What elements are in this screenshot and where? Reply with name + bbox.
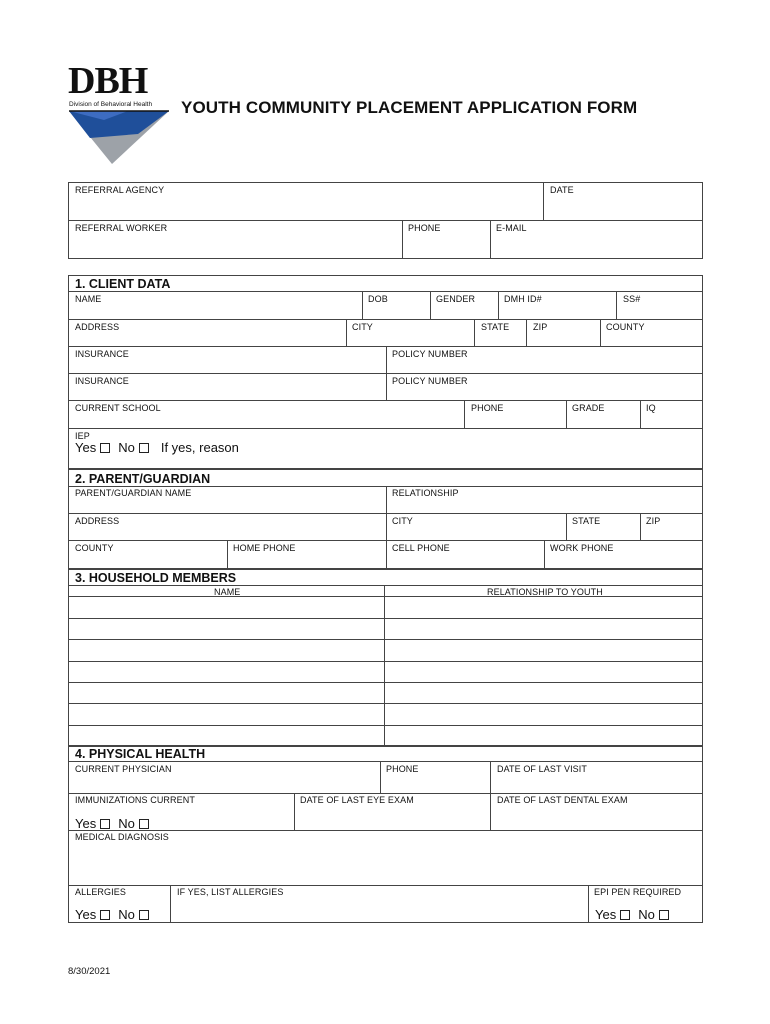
client-ss-field[interactable]: SS# <box>623 294 641 304</box>
parent-guardian-heading: 2. PARENT/GUARDIAN <box>75 472 211 486</box>
form-title: YOUTH COMMUNITY PLACEMENT APPLICATION FORM <box>181 98 638 117</box>
parent-home-phone-field[interactable]: HOME PHONE <box>233 543 296 553</box>
client-policy-1-field[interactable]: POLICY NUMBER <box>392 349 468 359</box>
iep-no-label: No <box>118 440 135 455</box>
client-dmh-id-field[interactable]: DMH ID# <box>504 294 542 304</box>
allergies-yes-label: Yes <box>75 907 97 922</box>
allergies-no-checkbox[interactable] <box>139 910 149 920</box>
epipen-no-label: No <box>638 907 655 922</box>
allergies-no-label: No <box>118 907 135 922</box>
health-physician-field[interactable]: CURRENT PHYSICIAN <box>75 764 172 774</box>
iep-reason-label: If yes, reason <box>160 440 239 455</box>
household-members-heading: 3. HOUSEHOLD MEMBERS <box>75 571 237 585</box>
epipen-options <box>595 908 677 922</box>
immunizations-no-label: No <box>118 816 135 831</box>
health-dental-exam-field[interactable]: DATE OF LAST DENTAL EXAM <box>497 795 628 805</box>
logo-abbr: DBH <box>68 60 148 102</box>
client-iq-field[interactable]: IQ <box>646 403 656 413</box>
parent-cell-phone-field[interactable]: CELL PHONE <box>392 543 450 553</box>
client-policy-2-field[interactable]: POLICY NUMBER <box>392 376 468 386</box>
health-allergies-label: ALLERGIES <box>75 887 126 897</box>
parent-zip-field[interactable]: ZIP <box>646 516 661 526</box>
referral-agency-field[interactable]: REFERRAL AGENCY <box>75 185 165 195</box>
logo-subtitle: Division of Behavioral Health <box>69 101 153 108</box>
client-city-field[interactable]: CITY <box>352 322 373 332</box>
parent-address-field[interactable]: ADDRESS <box>75 516 120 526</box>
client-insurance-2-field[interactable]: INSURANCE <box>75 376 129 386</box>
referral-email-field[interactable]: E-MAIL <box>496 223 527 233</box>
referral-date-field[interactable]: DATE <box>550 185 574 195</box>
health-epipen-label: EPI PEN REQUIRED <box>594 887 682 897</box>
immunizations-yes-checkbox[interactable] <box>100 819 110 829</box>
parent-county-field[interactable]: COUNTY <box>75 543 114 553</box>
client-dob-field[interactable]: DOB <box>368 294 388 304</box>
client-iep-label: IEP <box>75 431 90 441</box>
epipen-no-checkbox[interactable] <box>659 910 669 920</box>
household-relationship-column: RELATIONSHIP TO YOUTH <box>487 587 603 597</box>
iep-yes-label: Yes <box>75 440 97 455</box>
client-state-field[interactable]: STATE <box>481 322 510 332</box>
client-insurance-1-field[interactable]: INSURANCE <box>75 349 129 359</box>
client-gender-field[interactable]: GENDER <box>436 294 476 304</box>
logo-triangle-icon <box>68 110 170 166</box>
physical-health-heading: 4. PHYSICAL HEALTH <box>75 747 206 761</box>
allergies-options <box>75 908 157 922</box>
health-list-allergies-field[interactable]: IF YES, LIST ALLERGIES <box>177 887 284 897</box>
client-name-field[interactable]: NAME <box>75 294 102 304</box>
immunizations-no-checkbox[interactable] <box>139 819 149 829</box>
health-last-visit-field[interactable]: DATE OF LAST VISIT <box>497 764 587 774</box>
client-school-phone-field[interactable]: PHONE <box>471 403 504 413</box>
footer-date: 8/30/2021 <box>68 966 111 977</box>
health-eye-exam-field[interactable]: DATE OF LAST EYE EXAM <box>300 795 414 805</box>
household-row-line <box>68 618 703 619</box>
allergies-yes-checkbox[interactable] <box>100 910 110 920</box>
referral-worker-field[interactable]: REFERRAL WORKER <box>75 223 168 233</box>
client-county-field[interactable]: COUNTY <box>606 322 645 332</box>
client-address-field[interactable]: ADDRESS <box>75 322 120 332</box>
client-iep-options <box>75 441 239 455</box>
health-diagnosis-field[interactable]: MEDICAL DIAGNOSIS <box>75 832 169 842</box>
health-immunizations-label: IMMUNIZATIONS CURRENT <box>75 795 195 805</box>
referral-phone-field[interactable]: PHONE <box>408 223 441 233</box>
household-name-column: NAME <box>214 587 241 597</box>
client-zip-field[interactable]: ZIP <box>533 322 548 332</box>
epipen-yes-checkbox[interactable] <box>620 910 630 920</box>
immunizations-options <box>75 817 157 831</box>
client-data-heading: 1. CLIENT DATA <box>75 277 171 291</box>
parent-relationship-field[interactable]: RELATIONSHIP <box>392 488 459 498</box>
immunizations-yes-label: Yes <box>75 816 97 831</box>
client-school-field[interactable]: CURRENT SCHOOL <box>75 403 161 413</box>
parent-work-phone-field[interactable]: WORK PHONE <box>550 543 614 553</box>
epipen-yes-label: Yes <box>595 907 617 922</box>
parent-state-field[interactable]: STATE <box>572 516 601 526</box>
client-grade-field[interactable]: GRADE <box>572 403 605 413</box>
parent-name-field[interactable]: PARENT/GUARDIAN NAME <box>75 488 192 498</box>
parent-city-field[interactable]: CITY <box>392 516 413 526</box>
health-phone-field[interactable]: PHONE <box>386 764 419 774</box>
iep-yes-checkbox[interactable] <box>100 443 110 453</box>
iep-no-checkbox[interactable] <box>139 443 149 453</box>
